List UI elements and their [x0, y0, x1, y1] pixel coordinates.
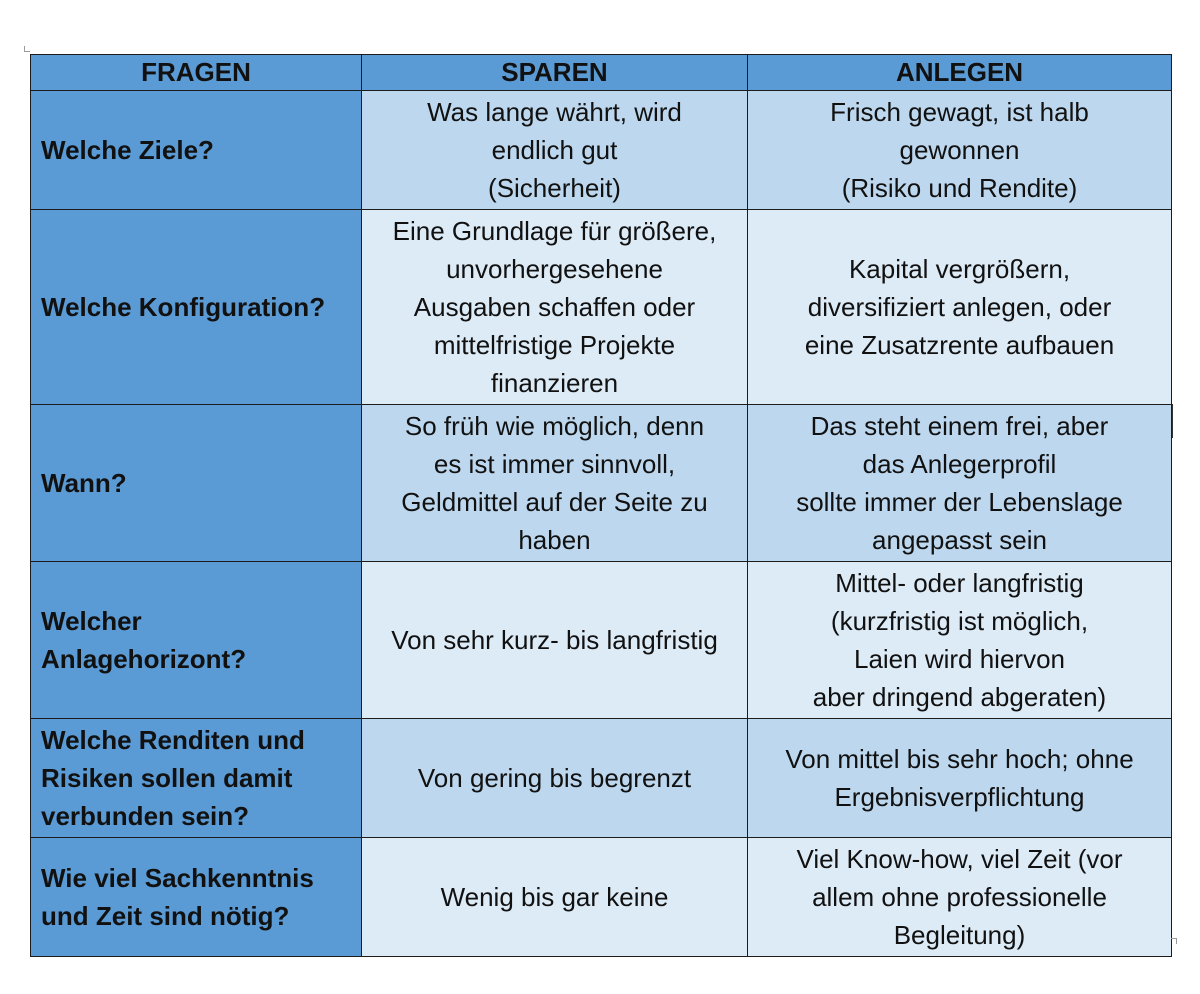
question-cell: Welche Renditen und Risiken sollen damit verbunden sein? — [31, 719, 362, 838]
sparen-cell: Von sehr kurz- bis langfristig — [362, 562, 748, 719]
sparen-cell: Wenig bis gar keine — [362, 838, 748, 957]
comparison-table — [30, 54, 1172, 957]
page-corner-mark-top-left — [24, 46, 30, 52]
header-anlegen: ANLEGEN — [748, 55, 1172, 91]
anlegen-cell: Von mittel bis sehr hoch; ohne Ergebnisverpflichtung — [748, 719, 1172, 838]
question-cell: Wie viel Sachkenntnis und Zeit sind nötig? — [31, 838, 362, 957]
table-row — [31, 562, 1172, 719]
question-cell: Welche Konfiguration? — [31, 210, 362, 405]
header-row — [31, 55, 1172, 91]
sparen-cell: Was lange währt, wird endlich gut (Sicherheit) — [362, 91, 748, 210]
table-row — [31, 210, 1172, 405]
table-row — [31, 91, 1172, 210]
question-cell: Welche Ziele? — [31, 91, 362, 210]
text-cursor — [1172, 404, 1173, 438]
table-row — [31, 405, 1172, 562]
question-cell: Wann? — [31, 405, 362, 562]
anlegen-cell: Mittel- oder langfristig (kurzfristig ist möglich, Laien wird hiervon aber dringend abgeraten) — [748, 562, 1172, 719]
anlegen-cell: Viel Know-how, viel Zeit (vor allem ohne professionelle Begleitung) — [748, 838, 1172, 957]
header-sparen: SPAREN — [362, 55, 748, 91]
sparen-cell: Eine Grundlage für größere, unvorhergesehene Ausgaben schaffen oder mittelfristige Projekte finanzieren — [362, 210, 748, 405]
table-row — [31, 719, 1172, 838]
anlegen-cell: Frisch gewagt, ist halb gewonnen (Risiko und Rendite) — [748, 91, 1172, 210]
header-fragen: FRAGEN — [31, 55, 362, 91]
anlegen-cell: Kapital vergrößern, diversifiziert anlegen, oder eine Zusatzrente aufbauen — [748, 210, 1172, 405]
anlegen-cell: Das steht einem frei, aber das Anlegerprofil sollte immer der Lebenslage angepasst sein — [748, 405, 1172, 562]
page-corner-mark-bottom-right — [1171, 938, 1177, 944]
sparen-cell: So früh wie möglich, denn es ist immer sinnvoll, Geldmittel auf der Seite zu haben — [362, 405, 748, 562]
sparen-cell: Von gering bis begrenzt — [362, 719, 748, 838]
table-row — [31, 838, 1172, 957]
question-cell: Welcher Anlagehorizont? — [31, 562, 362, 719]
